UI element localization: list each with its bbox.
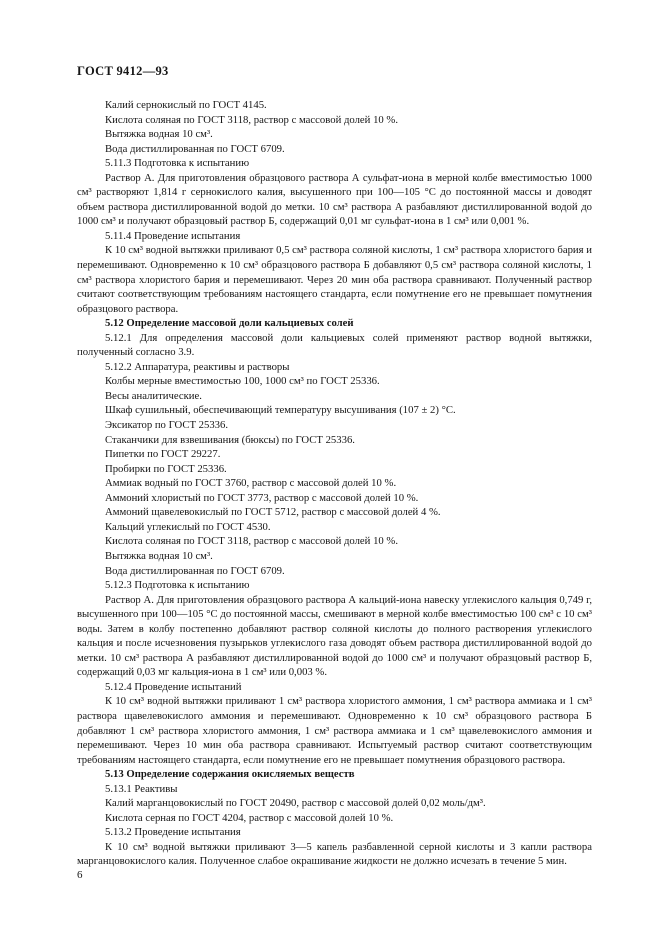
text-line: Вытяжка водная 10 см³.	[105, 549, 213, 562]
text-line: Вода дистиллированная по ГОСТ 6709.	[105, 142, 285, 155]
text-line: 5.13.1 Реактивы	[105, 782, 178, 795]
paragraph: К 10 см³ водной вытяжки приливают 1 см³ раствора хлористого аммония, 1 см³ раствора аммиака и 1 см³ раствора щавелевокислого аммония и перемешивают. Одновременно к 10 см³ образцового раствора Б добавляют 1 см³ раствора хлористого аммония, 1 см³ раствора аммиака и 1 см³ щавелевокислого аммония и перемешивают. Через 10 мин оба раствора сравнивают. Испытуемый раствор считают соответствующим требованиям настоящего стандарта, если помутнение его не превышает помутнения образцового раствора.	[77, 695, 592, 766]
text-line: 5.11.4 Проведение испытания	[105, 229, 241, 242]
text-line: Эксикатор по ГОСТ 25336.	[105, 419, 229, 432]
text-line: 5.13.2 Проведение испытания	[105, 826, 241, 839]
text-line: Вытяжка водная 10 см³.	[105, 128, 213, 141]
paragraph: К 10 см³ водной вытяжки приливают 3—5 капель разбавленной серной кислоты и 3 капли раствора марганцовокислого калия. Полученное слабое окрашивание жидкости не должно исчезать в течение 5 мин.	[77, 840, 592, 868]
text-line: Весы аналитические.	[105, 389, 202, 402]
text-line: Стаканчики для взвешивания (бюксы) по ГОСТ 25336.	[105, 433, 355, 446]
document-body	[77, 98, 592, 869]
text-line: Пипетки по ГОСТ 29227.	[105, 448, 221, 461]
paragraph: Раствор А. Для приготовления образцового раствора А кальций-иона навеску углекислого кальция 0,749 г, высушенного при 100—105 °С до постоянной массы, смешивают в мерной колбе вместимостью 100 см³ с 10 см³ воды. Затем в колбу постепенно добавляют раствор соляной кислоты до полного растворения углекислого кальция и после исчезновения пузырьков углекислого газа доводят объем раствора дистиллированной водой до метки. 10 см³ раствора А разбавляют дистиллированной водой до 1000 см³ и получают образцовый раствор Б, содержащий 0,03 мг кальция-иона в 1 см³ или 0,003 %.	[77, 593, 592, 679]
text-line: Аммиак водный по ГОСТ 3760, раствор с массовой долей 10 %.	[105, 477, 397, 490]
text-line: Калий марганцовокислый по ГОСТ 20490, раствор с массовой долей 0,02 моль/дм³.	[105, 797, 486, 810]
text-line: Кальций углекислый по ГОСТ 4530.	[105, 520, 271, 533]
page-number: 6	[77, 869, 83, 881]
text-line: Вода дистиллированная по ГОСТ 6709.	[105, 564, 285, 577]
text-line: Пробирки по ГОСТ 25336.	[105, 462, 227, 475]
text-line: Аммоний щавелевокислый по ГОСТ 5712, раствор с массовой долей 4 %.	[105, 506, 441, 519]
text-line: Калий сернокислый по ГОСТ 4145.	[105, 99, 267, 111]
text-line: Колбы мерные вместимостью 100, 1000 см³ по ГОСТ 25336.	[105, 375, 380, 388]
section-heading: 5.13 Определение содержания окисляемых веществ	[105, 768, 355, 781]
text-line: 5.11.3 Подготовка к испытанию	[105, 157, 250, 170]
text-line: Кислота серная по ГОСТ 4204, раствор с массовой долей 10 %.	[105, 811, 394, 824]
paragraph: Раствор А. Для приготовления образцового раствора А сульфат-иона в мерной колбе вместимостью 1000 см³ растворяют 1,814 г сернокислого калия, высушенного при 100—105 °С до постоянной массы и доводят объем раствора дистиллированной водой до метки. 10 см³ раствора А разбавляют дистиллированной водой до 1000 см³ и получают образцовый раствор Б, содержащий 0,01 мг сульфат-иона в 1 см³ или 0,001 %.	[77, 171, 592, 228]
page-header: ГОСТ 9412—93	[77, 64, 169, 78]
text-line: 5.12.3 Подготовка к испытанию	[105, 579, 250, 592]
text-line: 5.12.2 Аппаратура, реактивы и растворы	[105, 360, 290, 373]
section-heading: 5.12 Определение массовой доли кальциевых солей	[105, 317, 354, 330]
paragraph: К 10 см³ водной вытяжки приливают 0,5 см³ раствора соляной кислоты, 1 см³ раствора хлористого бария и перемешивают. Одновременно к 10 см³ образцового раствора Б добавляют 0,5 см³ раствора соляной кислоты, 1 см³ раствора хлористого бария и перемешивают. Через 20 мин оба раствора сравнивают. Полученный раствор считают соответствующим требованиям настоящего стандарта, если помутнение его не превышает помутнения образцового раствора.	[77, 244, 592, 315]
text-line: Шкаф сушильный, обеспечивающий температуру высушивания (107 ± 2) °С.	[105, 404, 456, 417]
text-line: Кислота соляная по ГОСТ 3118, раствор с массовой долей 10 %.	[105, 113, 399, 126]
text-line: 5.12.4 Проведение испытаний	[105, 680, 242, 693]
text-line: Кислота соляная по ГОСТ 3118, раствор с массовой долей 10 %.	[105, 535, 399, 548]
text-line: Аммоний хлористый по ГОСТ 3773, раствор с массовой долей 10 %.	[105, 491, 419, 504]
paragraph: 5.12.1 Для определения массовой доли кальциевых солей применяют раствор водной вытяжки, полученный согласно 3.9.	[77, 331, 592, 359]
